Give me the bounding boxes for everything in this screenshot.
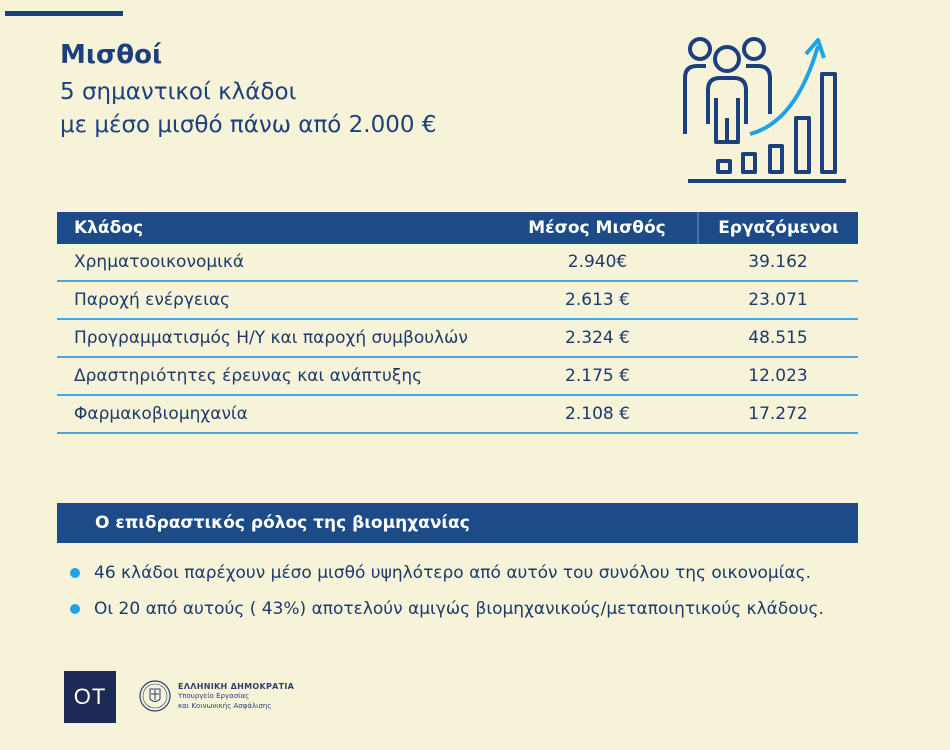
page-subtitle: [60, 76, 436, 142]
table-row: [57, 357, 858, 395]
sector-cell: Δραστηριότητες έρευνας και ανάπτυξης: [57, 357, 497, 395]
employees-cell: 23.071: [698, 281, 858, 319]
column-header-employees: Εργαζόμενοι: [698, 212, 858, 244]
salary-cell: 2.175 €: [497, 357, 698, 395]
ot-logo: OT: [64, 671, 116, 723]
table-row: [57, 281, 858, 319]
greek-emblem-icon: [138, 679, 172, 713]
employees-cell: 17.272: [698, 395, 858, 433]
table-row: [57, 319, 858, 357]
bullet-list: [66, 561, 824, 633]
bullet-text: Οι 20 από αυτούς ( 43%) αποτελούν αμιγώς βιομηχανικούς/μεταποιητικούς κλάδους.: [94, 599, 824, 619]
sector-cell: Παροχή ενέργειας: [57, 281, 497, 319]
column-header-sector: Κλάδος: [57, 212, 497, 244]
column-header-avg-salary: Μέσος Μισθός: [497, 212, 698, 244]
page-title: Μισθοί: [60, 40, 163, 70]
employees-cell: 12.023: [698, 357, 858, 395]
list-item: [66, 561, 824, 597]
list-item: [66, 597, 824, 633]
salary-cell: 2.940€: [497, 244, 698, 281]
salary-cell: 2.324 €: [497, 319, 698, 357]
table-header-row: [57, 212, 858, 244]
salary-cell: 2.613 €: [497, 281, 698, 319]
bullet-text: 46 κλάδοι παρέχουν μέσο μισθό υψηλότερο από αυτόν του συνόλου της οικονομίας.: [94, 563, 812, 583]
ministry-line-1: Υπουργείο Εργασίας: [178, 691, 250, 700]
top-accent-rule: [5, 11, 123, 16]
ministry-line-2: και Κοινωνικής Ασφάλισης: [178, 701, 272, 710]
government-logo: [138, 679, 294, 713]
employees-cell: 48.515: [698, 319, 858, 357]
people-growth-chart-icon: [678, 30, 850, 190]
subtitle-line-2: με μέσο μισθό πάνω από 2.000 €: [60, 112, 437, 138]
sector-cell: Προγραμματισμός Η/Υ και παροχή συμβουλών: [57, 319, 497, 357]
salary-cell: 2.108 €: [497, 395, 698, 433]
government-text: [178, 682, 294, 711]
section-header: Ο επιδραστικός ρόλος της βιομηχανίας: [57, 503, 858, 543]
bullet-dot-icon: [70, 604, 80, 614]
salary-table: [57, 212, 858, 434]
sector-cell: Φαρμακοβιομηχανία: [57, 395, 497, 433]
table-row: [57, 244, 858, 281]
employees-cell: 39.162: [698, 244, 858, 281]
sector-cell: Χρηματοοικονομικά: [57, 244, 497, 281]
subtitle-line-1: 5 σημαντικοί κλάδοι: [60, 79, 297, 105]
bullet-dot-icon: [70, 568, 80, 578]
government-name: ΕΛΛΗΝΙΚΗ ΔΗΜΟΚΡΑΤΙΑ: [178, 681, 295, 691]
table-row: [57, 395, 858, 433]
